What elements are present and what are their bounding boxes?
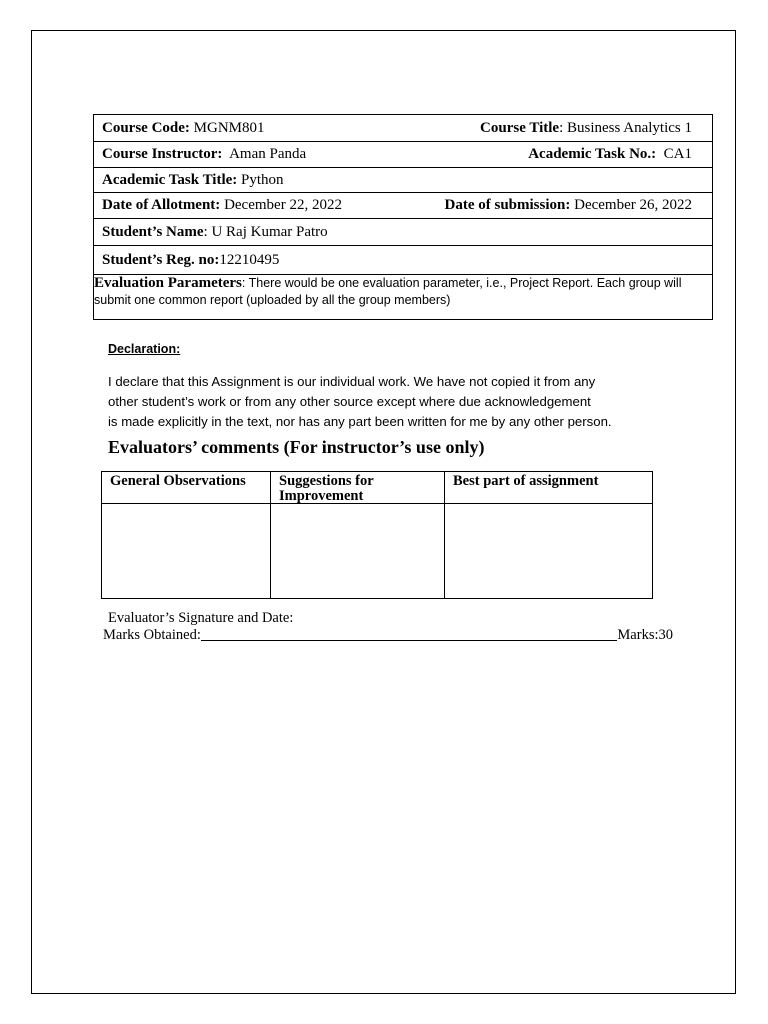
declaration-title: Declaration:	[108, 342, 181, 356]
submission-value: December 26, 2022	[574, 197, 692, 213]
course-title-label: Course Title	[480, 119, 560, 136]
course-info-table	[93, 114, 713, 320]
declaration-line-3: is made explicitly in the text, nor has any part been written for me by any other person.	[108, 414, 612, 429]
course-title-value: : Business Analytics 1	[559, 119, 692, 136]
declaration-line-2: other student’s work or from any other source except where due acknowledgement	[108, 394, 591, 409]
student-name-value: : U Raj Kumar Patro	[203, 223, 328, 240]
max-marks: Marks:30	[617, 627, 673, 643]
task-title-row	[94, 168, 712, 193]
general-observations-header: General Observations	[102, 472, 270, 504]
task-no-label: Academic Task No.:	[528, 146, 657, 162]
dates-row	[94, 193, 712, 219]
general-observations-column	[102, 472, 271, 598]
course-code-value: MGNM801	[193, 119, 265, 136]
declaration-line-1: I declare that this Assignment is our individual work. We have not copied it from any	[108, 374, 596, 389]
evaluators-table	[101, 471, 653, 599]
task-title-value: Python	[241, 171, 284, 188]
best-part-header: Best part of assignment	[445, 472, 652, 504]
marks-line	[103, 626, 673, 644]
student-name-row	[94, 219, 712, 246]
task-title-label: Academic Task Title:	[102, 171, 238, 188]
course-code-label: Course Code:	[102, 119, 190, 136]
student-name-label: Student’s Name	[102, 223, 204, 240]
instructor-label: Course Instructor:	[102, 146, 223, 162]
suggestions-header: Suggestions for Improvement	[271, 472, 444, 504]
suggestions-column	[271, 472, 445, 598]
best-part-column	[445, 472, 652, 598]
task-no-value: CA1	[663, 146, 692, 162]
instructor-row	[94, 142, 712, 168]
reg-no-label: Student’s Reg. no:	[102, 251, 220, 268]
submission-label: Date of submission:	[444, 197, 571, 213]
reg-no-value: 12210495	[219, 251, 280, 268]
allotment-value: December 22, 2022	[224, 197, 342, 213]
eval-params-text: : There would be one evaluation parameter, i.e., Project Report. Each group will submit one common report (uploaded by all the group members)	[94, 276, 682, 307]
instructor-value: Aman Panda	[229, 146, 307, 162]
course-code-row	[94, 115, 712, 142]
evaluation-parameters-row	[94, 275, 712, 319]
declaration-text	[108, 372, 668, 432]
reg-no-row	[94, 246, 712, 275]
eval-params-label: Evaluation Parameters	[94, 275, 242, 291]
marks-blank-line	[201, 626, 618, 641]
evaluator-signature: Evaluator’s Signature and Date:	[108, 610, 294, 626]
allotment-label: Date of Allotment:	[102, 197, 221, 213]
marks-obtained-label: Marks Obtained:	[103, 627, 201, 643]
evaluators-heading: Evaluators’ comments (For instructor’s use only)	[108, 437, 485, 457]
